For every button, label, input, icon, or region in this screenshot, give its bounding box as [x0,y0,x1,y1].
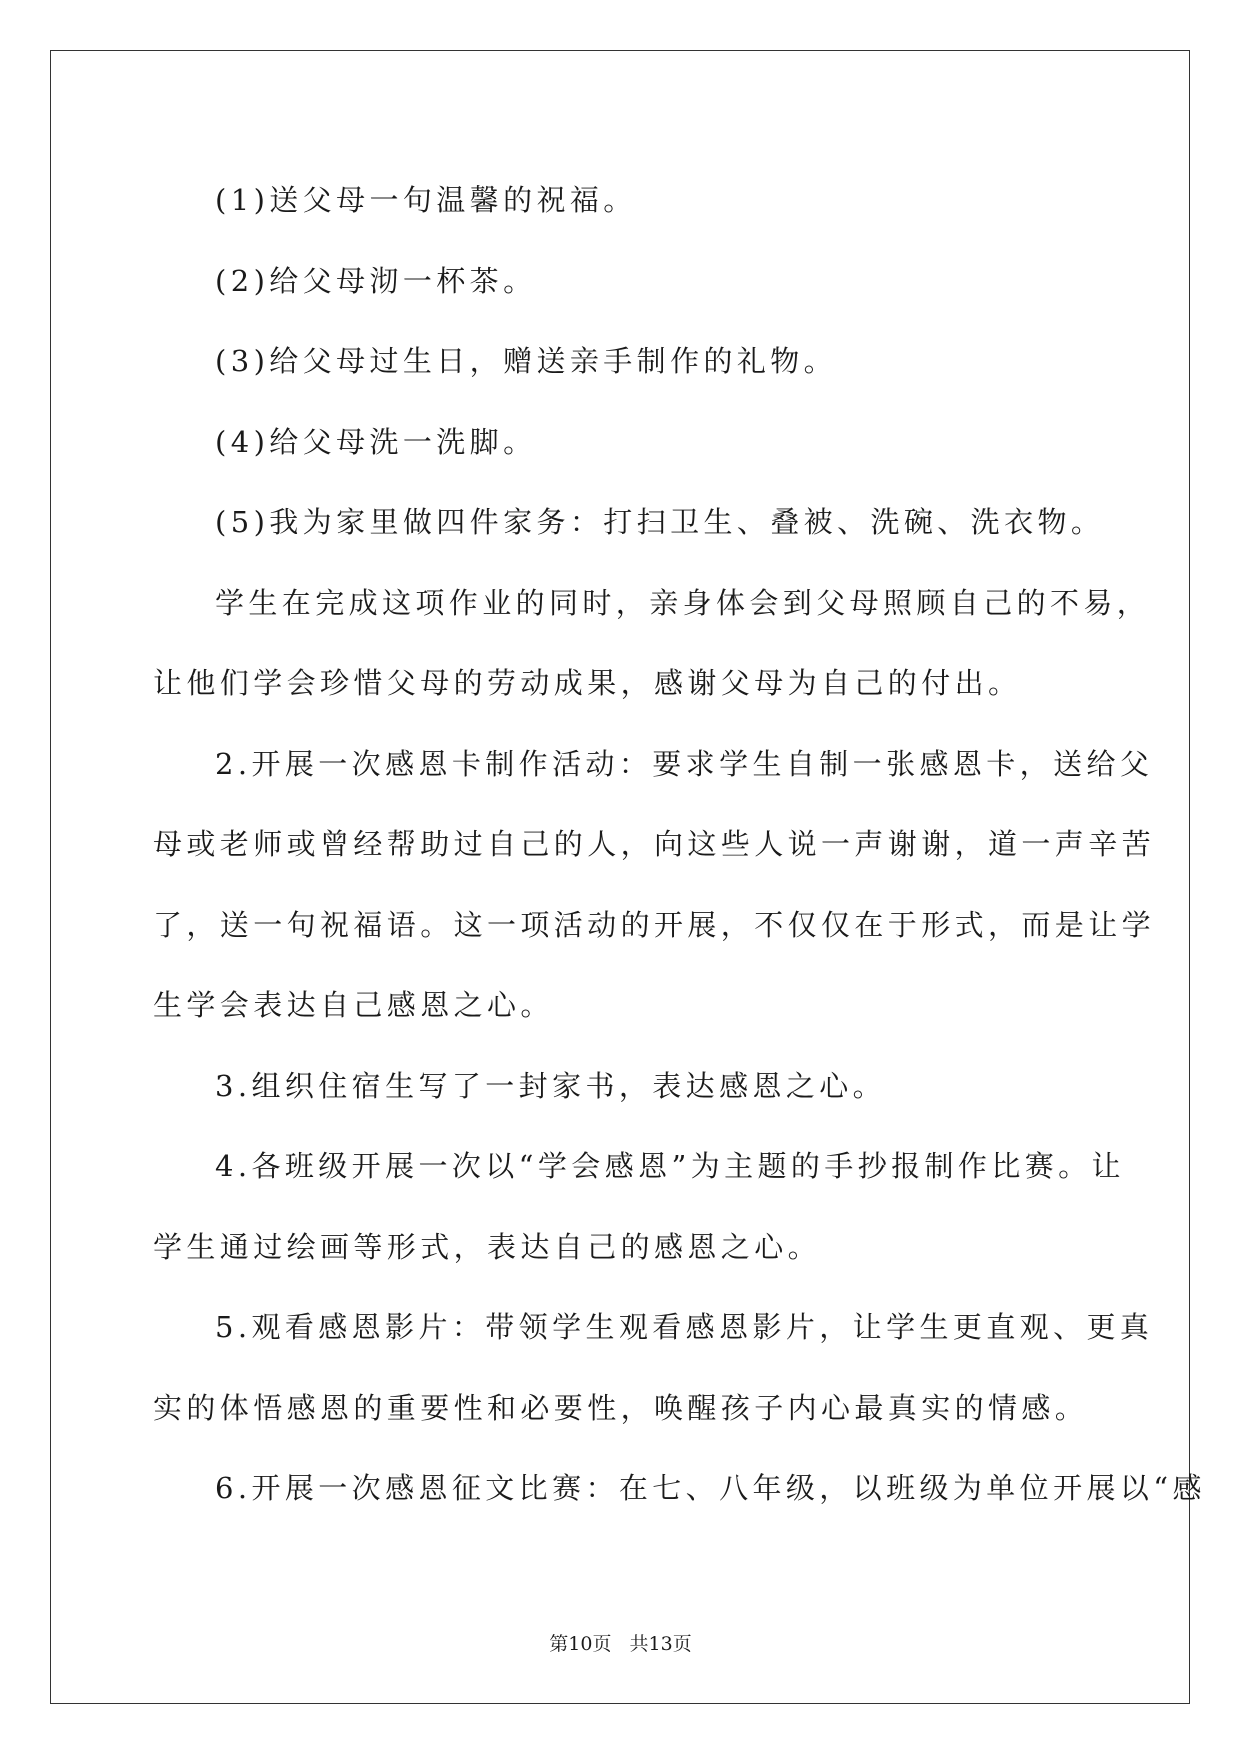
paragraph-line: (2)给父母沏一杯茶。 [215,263,537,298]
page-footer [0,1629,1241,1656]
paragraph-line: 3.组织住宿生写了一封家书，表达感恩之心。 [215,1068,887,1103]
paragraph-line: 母或老师或曾经帮助过自己的人，向这些人说一声谢谢，道一声辛苦 [153,827,1156,861]
paragraph-line: 学生通过绘画等形式，表达自己的感恩之心。 [153,1229,822,1264]
paragraph-line: 生学会表达自己感恩之心。 [153,988,554,1022]
paragraph-line: 学生在完成这项作业的同时，亲身体会到父母照顾自己的不易， [215,585,1151,620]
paragraph-line: (3)给父母过生日，赠送亲手制作的礼物。 [215,344,838,378]
paragraph-line: 让他们学会珍惜父母的劳动成果，感谢父母为自己的付出。 [153,666,1022,700]
paragraph-line: (1)送父母一句温馨的祝福。 [215,183,637,217]
document-body [153,160,1206,1529]
paragraph-line: (4)给父母洗一洗脚。 [215,424,537,459]
paragraph-line: (5)我为家里做四件家务：打扫卫生、叠被、洗碗、洗衣物。 [215,505,1105,539]
paragraph-line: 实的体悟感恩的重要性和必要性，唤醒孩子内心最真实的情感。 [153,1390,1089,1425]
paragraph-line: 6.开展一次感恩征文比赛：在七、八年级，以班级为单位开展以“感 [215,1471,1206,1505]
paragraph-line: 5.观看感恩影片：带领学生观看感恩影片，让学生更直观、更真 [215,1310,1154,1344]
paragraph-line: 2.开展一次感恩卡制作活动：要求学生自制一张感恩卡，送给父 [215,746,1154,781]
paragraph-line: 4.各班级开展一次以“学会感恩”为主题的手抄报制作比赛。让 [215,1149,1125,1183]
page-number: 第10页 [549,1633,612,1655]
paragraph-line: 了，送一句祝福语。这一项活动的开展，不仅仅在于形式，而是让学 [153,907,1156,942]
page-total: 共13页 [629,1633,692,1655]
